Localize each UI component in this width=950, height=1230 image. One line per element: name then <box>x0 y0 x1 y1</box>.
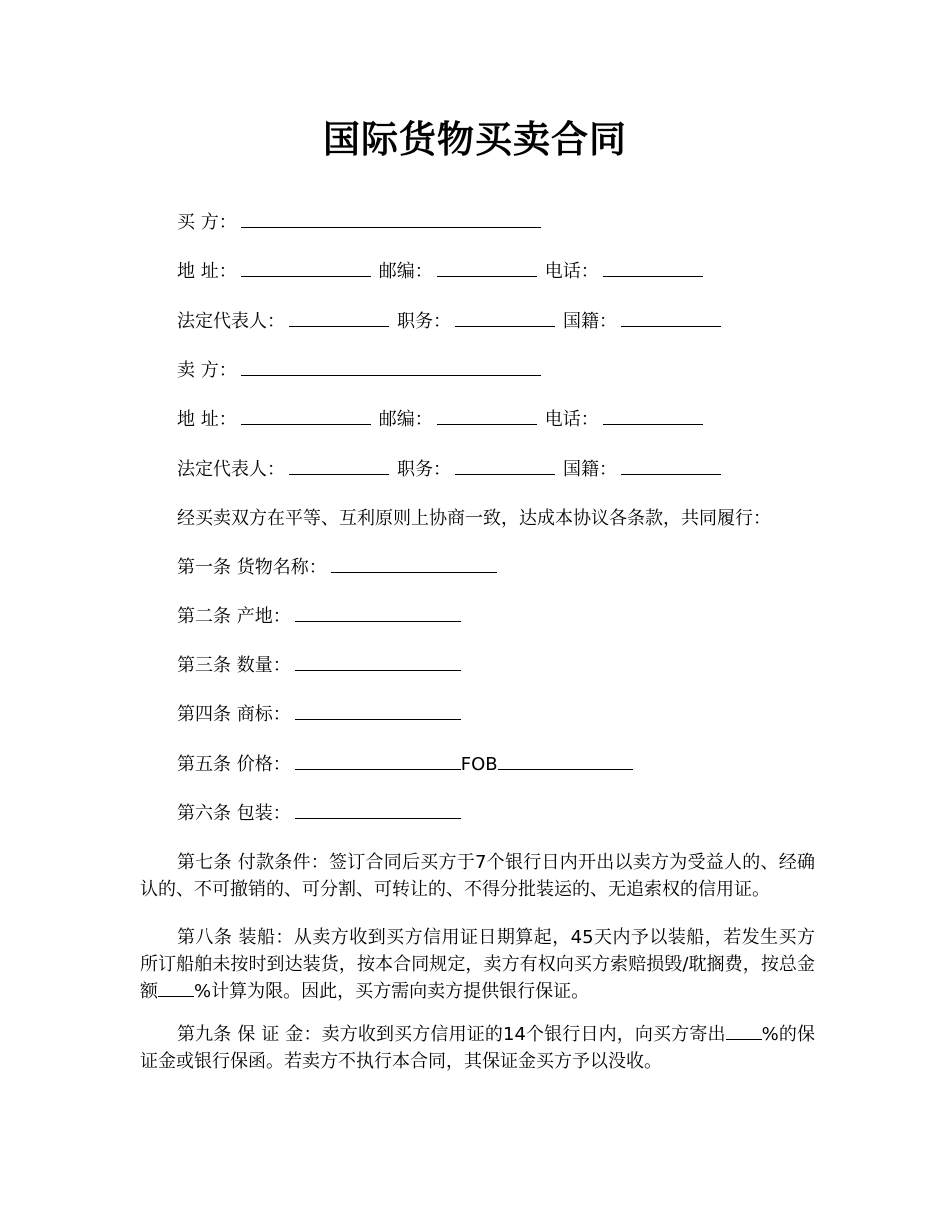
seller-phone-field[interactable] <box>603 406 703 425</box>
seller-address-field[interactable] <box>241 406 371 425</box>
buyer-address-label: 地 址： <box>177 261 237 282</box>
article-3-line <box>177 652 469 680</box>
article-8-text-1: 第八条 装船：从卖方收到买方信用证日期算起，45天内予以装船，若发生买方所订船舶未按时到达装货，按本合同规定，卖方有权向买方索赔损毁/耽搁费，按总金额 <box>140 927 815 1002</box>
origin-field[interactable] <box>295 603 461 622</box>
document-title: 国际货物买卖合同 <box>323 118 627 161</box>
article-4-label: 第四条 商标： <box>177 704 291 725</box>
fob-label: FOB <box>460 754 498 775</box>
article-2-label: 第二条 产地： <box>177 606 291 627</box>
goods-name-field[interactable] <box>331 554 497 573</box>
seller-contact-line <box>177 406 711 434</box>
article-2-line <box>177 603 469 631</box>
article-8-text-2: %计算为限。因此，买方需向卖方提供银行保证。 <box>194 981 590 1002</box>
seller-label: 卖 方： <box>177 360 237 381</box>
seller-position-label: 职务： <box>397 459 451 480</box>
buyer-phone-field[interactable] <box>603 258 703 277</box>
article-9-paragraph <box>140 1021 815 1075</box>
seller-name-field[interactable] <box>241 357 541 376</box>
seller-nationality-label: 国籍： <box>563 459 617 480</box>
buyer-nationality-label: 国籍： <box>563 311 617 332</box>
fob-field[interactable] <box>498 751 633 770</box>
seller-legal-rep-field[interactable] <box>289 456 389 475</box>
compensation-percent-field[interactable] <box>158 978 194 997</box>
buyer-name-field[interactable] <box>241 209 541 228</box>
seller-position-field[interactable] <box>455 456 555 475</box>
buyer-position-field[interactable] <box>455 308 555 327</box>
article-9-text-2: %的保证金或银行保函。若卖方不执行本合同，其保证金买方予以没收。 <box>140 1024 815 1072</box>
seller-phone-label: 电话： <box>544 409 599 430</box>
price-field[interactable] <box>295 751 461 770</box>
seller-nationality-field[interactable] <box>621 456 721 475</box>
seller-postcode-label: 邮编： <box>378 409 433 430</box>
article-5-line <box>177 751 641 779</box>
article-3-label: 第三条 数量： <box>177 655 291 676</box>
seller-address-label: 地 址： <box>177 409 237 430</box>
buyer-postcode-label: 邮编： <box>378 261 433 282</box>
buyer-legal-rep-field[interactable] <box>289 308 389 327</box>
article-4-line <box>177 701 469 729</box>
buyer-rep-line <box>177 308 729 336</box>
buyer-label: 买 方： <box>177 212 237 233</box>
buyer-legal-rep-label: 法定代表人： <box>177 311 285 332</box>
buyer-contact-line <box>177 258 711 286</box>
trademark-field[interactable] <box>295 701 461 720</box>
buyer-line <box>177 209 549 237</box>
seller-legal-rep-label: 法定代表人： <box>177 459 285 480</box>
intro-text: 经买卖双方在平等、互利原则上协商一致，达成本协议各条款，共同履行： <box>177 508 771 529</box>
packing-field[interactable] <box>295 800 461 819</box>
buyer-nationality-field[interactable] <box>621 308 721 327</box>
article-6-label: 第六条 包装： <box>177 803 291 824</box>
buyer-position-label: 职务： <box>397 311 451 332</box>
article-5-label: 第五条 价格： <box>177 754 291 775</box>
article-8-paragraph <box>140 924 815 1005</box>
seller-postcode-field[interactable] <box>437 406 537 425</box>
seller-line <box>177 357 549 385</box>
article-6-line <box>177 800 469 828</box>
buyer-phone-label: 电话： <box>544 261 599 282</box>
article-1-line <box>177 554 505 582</box>
buyer-address-field[interactable] <box>241 258 371 277</box>
article-7-paragraph: 第七条 付款条件：签订合同后买方于7个银行日内开出以卖方为受益人的、经确认的、不可撤销的、可分割、可转让的、不得分批装运的、无追索权的信用证。 <box>140 852 815 900</box>
article-1-label: 第一条 货物名称： <box>177 557 327 578</box>
deposit-percent-field[interactable] <box>726 1021 762 1040</box>
article-9-text-1: 第九条 保 证 金：卖方收到买方信用证的14个银行日内，向买方寄出 <box>177 1024 726 1045</box>
seller-rep-line <box>177 456 729 484</box>
quantity-field[interactable] <box>295 652 461 671</box>
buyer-postcode-field[interactable] <box>437 258 537 277</box>
